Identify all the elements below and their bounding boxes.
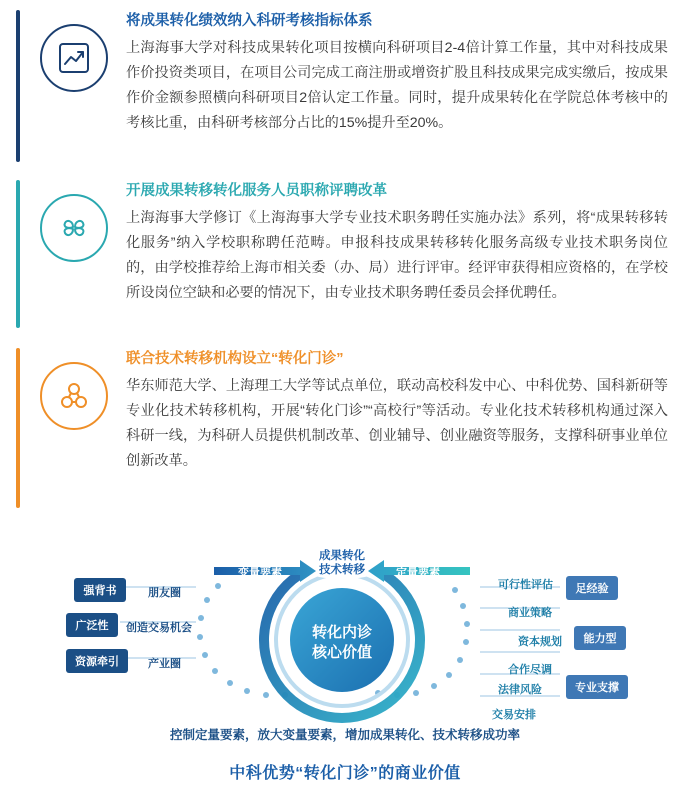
label-right-5: 交易安排 bbox=[492, 709, 536, 721]
card-title: 联合技术转移机构设立“转化门诊” bbox=[126, 351, 344, 367]
chip-right-2: 专业支撑 bbox=[566, 675, 628, 699]
label-left-2: 产业圈 bbox=[148, 658, 181, 670]
chip-left-1: 广泛性 bbox=[66, 613, 118, 637]
label-right-0: 可行性评估 bbox=[498, 579, 553, 591]
label-right-4: 法律风险 bbox=[498, 684, 542, 696]
arrow-right-label: 定量要素 bbox=[396, 567, 440, 579]
label-right-2: 资本规划 bbox=[518, 636, 562, 648]
card-title-reform bbox=[16, 180, 674, 328]
card-performance-assessment bbox=[16, 10, 674, 162]
card-accent-bar bbox=[16, 10, 20, 162]
card-transfer-clinic bbox=[16, 348, 674, 508]
card-body bbox=[126, 348, 674, 474]
business-value-diagram bbox=[0, 520, 690, 792]
core-label: 转化内诊 核心价值 bbox=[311, 624, 372, 661]
label-left-0: 朋友圈 bbox=[148, 587, 181, 599]
chip-left-2: 资源牵引 bbox=[66, 649, 128, 673]
label-right-3: 合作尽调 bbox=[508, 664, 552, 676]
arrow-left-label: 变量要素 bbox=[238, 567, 282, 579]
card-body bbox=[126, 180, 674, 306]
card-text: 上海海事大学对科技成果转化项目按横向科研项目2-4倍计算工作量，其中对科技成果作价投资类项目，在项目公司完成工商注册或增资扩股且科技成果完成实缴后，按成果作价金额参照横向科研项目2倍认定工作量。同时，提升成果转化在学院总体考核中的考核比重，由科研考核部分占比的15%提升至20%。 bbox=[126, 40, 668, 131]
card-title: 将成果转化绩效纳入科研考核指标体系 bbox=[126, 13, 373, 29]
chip-right-0: 足经验 bbox=[566, 576, 618, 600]
diagram-caption: 控制定量要素，放大变量要素，增加成果转化、技术转移成功率 bbox=[169, 728, 520, 742]
chart-growth-icon bbox=[40, 24, 108, 92]
label-right-1: 商业策略 bbox=[508, 607, 552, 619]
ring-top-label: 成果转化 技术转移 bbox=[319, 550, 365, 576]
card-body bbox=[126, 10, 674, 136]
clover-icon bbox=[40, 194, 108, 262]
chip-left-0: 强背书 bbox=[74, 578, 126, 602]
molecule-icon bbox=[40, 362, 108, 430]
card-accent-bar bbox=[16, 180, 20, 328]
chip-right-1: 能力型 bbox=[574, 626, 626, 650]
card-accent-bar bbox=[16, 348, 20, 508]
label-left-1: 创造交易机会 bbox=[126, 622, 192, 634]
diagram-title: 中科优势“转化门诊”的商业价值 bbox=[229, 765, 461, 782]
card-text: 华东师范大学、上海理工大学等试点单位，联动高校科发中心、中科优势、国科新研等专业化技术转移机构，开展“转化门诊”“高校行”等活动。专业化技术转移机构通过深入科研一线，为科研人员提供机制改革、创业辅导、创业融资等服务，支撑科研事业单位创新改革。 bbox=[126, 378, 668, 469]
card-title: 开展成果转移转化服务人员职称评聘改革 bbox=[126, 183, 387, 199]
card-text: 上海海事大学修订《上海海事大学专业技术职务聘任实施办法》系列，将“成果转移转化服务”纳入学校职称聘任范畴。申报科技成果转移转化服务高级专业技术职务岗位的，由学校推荐给上海市相关委（办、局）进行评审。经评审获得相应资格的，在学校所设岗位空缺和必要的情况下，由专业技术职务聘任委员会择优聘任。 bbox=[126, 210, 668, 301]
